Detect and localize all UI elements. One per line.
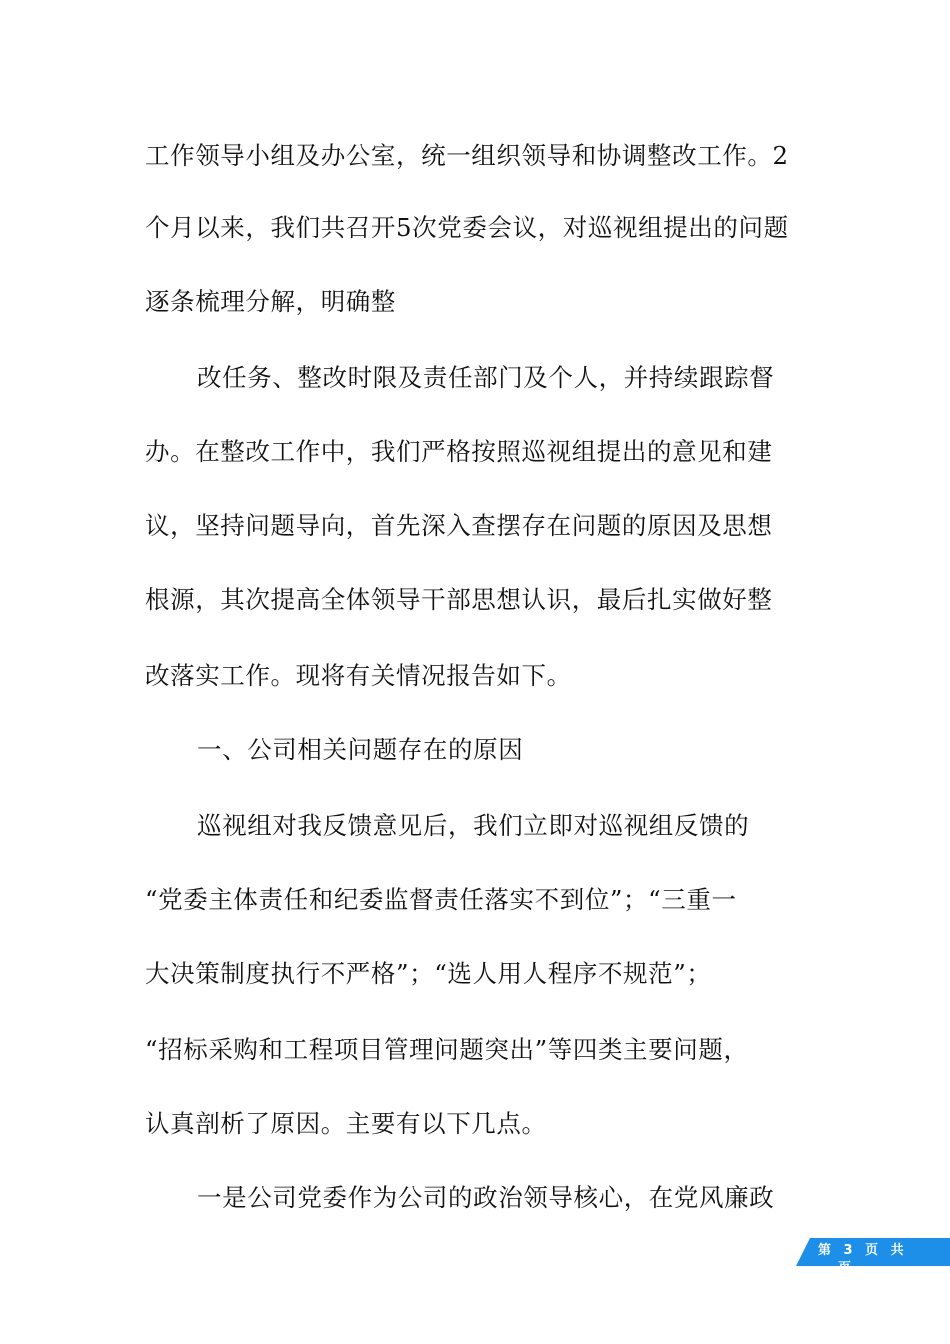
text-line: 一是公司党委作为公司的政治领导核心，在党风廉政 <box>197 1183 775 1212</box>
page-number-badge <box>796 1238 950 1276</box>
section-heading: 一、公司相关问题存在的原因 <box>197 735 524 764</box>
text-line: 巡视组对我反馈意见后，我们立即对巡视组反馈的 <box>197 811 750 840</box>
text-line: “党委主体责任和纪委监督责任落实不到位”；“三重一 <box>145 885 737 914</box>
text-line: 认真剖析了原因。主要有以下几点。 <box>145 1109 547 1138</box>
total-prefix: 共 <box>890 1243 905 1258</box>
text-line: “招标采购和工程项目管理问题突出”等四类主要问题， <box>145 1035 749 1064</box>
text-line: 改任务、整改时限及责任部门及个人，并持续跟踪督 <box>197 363 775 392</box>
text-line: 根源，其次提高全体领导干部思想认识，最后扎实做好整 <box>145 585 773 614</box>
page-number: 3 <box>843 1243 854 1258</box>
page-unit: 页 <box>865 1243 879 1258</box>
text-line: 议，坚持问题导向，首先深入查摆存在问题的原因及思想 <box>145 511 773 540</box>
text-line: 逐条梳理分解，明确整 <box>145 287 396 316</box>
text-line: 改落实工作。现将有关情况报告如下。 <box>145 661 572 690</box>
total-suffix: 页 <box>838 1261 852 1276</box>
text-line: 办。在整改工作中，我们严格按照巡视组提出的意见和建 <box>145 437 773 466</box>
page-prefix: 第 <box>818 1243 832 1258</box>
text-line: 大决策制度执行不严格”；“选人用人程序不规范”； <box>145 959 712 988</box>
page-indicator <box>818 1242 904 1260</box>
text-line: 工作领导小组及办公室，统一组织领导和协调整改工作。2 <box>145 141 789 170</box>
text-line: 个月以来，我们共召开5次党委会议，对巡视组提出的问题 <box>145 213 789 242</box>
